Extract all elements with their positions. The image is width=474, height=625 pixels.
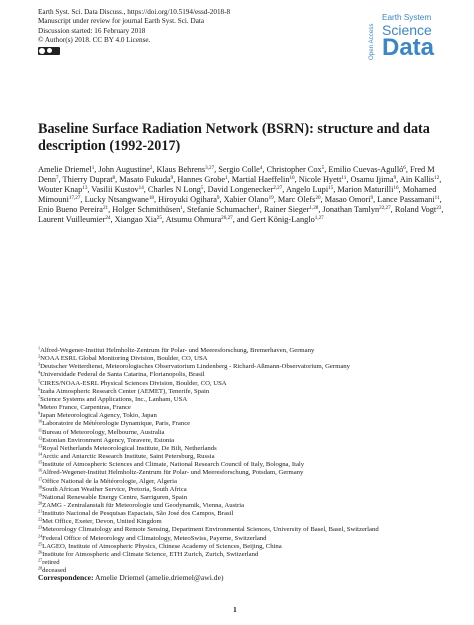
author-affiliation-ref: 2,27: [273, 185, 283, 192]
affiliation-text: CIRES/NOAA-ESRL Physical Sciences Division, Boulder, CO, USA: [40, 379, 227, 387]
affiliation-text: Royal Netherlands Meteorological Institute, De Bilt, Netherlands: [42, 444, 217, 452]
affiliation-text: Arctic and Antarctic Research Institute, Saint Petersburg, Russia: [42, 453, 215, 461]
affiliation-number: 15: [38, 459, 43, 465]
author-affiliation-ref: 1: [91, 165, 95, 172]
author-name: Vasilii Kustov: [91, 185, 139, 195]
author-separator: ,: [173, 175, 178, 185]
author-name: Stefanie Schumacher: [186, 205, 258, 215]
affiliation-number: 2: [38, 353, 41, 359]
correspondence-label: Correspondence:: [38, 573, 94, 582]
affiliation-number: 12: [38, 435, 43, 441]
author-affiliation-ref: 4: [259, 165, 263, 172]
author-separator: ,: [203, 185, 208, 195]
author-name: Martial Haeffelin: [231, 175, 290, 185]
header-doi-line: Earth Syst. Sci. Data Discuss., https://doi.org/10.5194/essd-2018-8: [38, 8, 231, 16]
affiliation-text: South African Weather Service, Pretoria, South Africa: [42, 485, 187, 493]
author-separator: ,: [58, 175, 63, 185]
author-separator: ,: [294, 175, 299, 185]
affiliation-number: 17: [38, 476, 43, 482]
journal-logo-line3: Data: [382, 34, 435, 61]
affiliation-number: 8: [38, 402, 41, 408]
affiliation-text: Meteo France, Carpentras, France: [40, 404, 131, 412]
affiliation-item: [38, 347, 448, 355]
author-affiliation-ref: 1: [180, 205, 183, 212]
author-separator: ,: [373, 195, 378, 205]
author-separator: ,: [282, 185, 286, 195]
author-affiliation-ref: 3,27: [205, 165, 215, 172]
cc-by-license-icon: [38, 47, 60, 55]
author-name: Thierry Duprat: [62, 175, 113, 185]
author-separator: ,: [80, 195, 85, 205]
author-separator: ,: [219, 195, 224, 205]
author-affiliation-ref: 9: [216, 195, 220, 202]
affiliation-text: National Renewable Energy Centre, Sarriguren, Spain: [42, 493, 188, 501]
author-separator: ,: [396, 175, 400, 185]
author-affiliation-ref: 10: [289, 175, 295, 182]
author-affiliation-ref: 1,27: [314, 215, 324, 222]
author-name: Mohamed Mimouni: [38, 185, 437, 205]
author-separator: , and: [232, 215, 251, 225]
affiliation-number: 25: [38, 541, 43, 547]
affiliation-number: 3: [38, 362, 41, 368]
author-name: Nicole Hyett: [298, 175, 342, 185]
affiliation-text: Universidade Federal de Santa Catarina, Florianopolis, Brasil: [40, 371, 205, 379]
affiliation-list: [38, 347, 448, 575]
author-name: Charles N Long: [147, 185, 201, 195]
affiliation-number: 14: [38, 451, 43, 457]
affiliation-text: Science Systems and Applications, Inc., Lanham, USA: [40, 395, 188, 403]
author-separator: ,: [318, 205, 323, 215]
affiliation-item: [38, 429, 448, 437]
affiliation-item: [38, 494, 448, 502]
author-affiliation-ref: 24: [105, 215, 111, 222]
author-name: Roland Vogt: [394, 205, 437, 215]
affiliation-number: 24: [38, 533, 43, 539]
author-affiliation-ref: 9: [370, 195, 374, 202]
affiliation-item: [38, 388, 448, 396]
author-separator: ,: [390, 205, 395, 215]
author-separator: ,: [398, 185, 403, 195]
author-affiliation-ref: 9: [393, 175, 397, 182]
author-name: David Longenecker: [207, 185, 274, 195]
affiliation-number: 6: [38, 386, 41, 392]
affiliation-item: [38, 445, 448, 453]
author-name: Osamu Ijima: [350, 175, 394, 185]
author-separator: ,: [214, 165, 219, 174]
affiliation-number: 19: [38, 492, 43, 498]
affiliation-number: 11: [38, 427, 42, 433]
author-separator: ,: [152, 165, 157, 174]
author-affiliation-ref: 1,28: [309, 205, 319, 212]
affiliation-text: LAGEO, Institute of Atmospheric Physics, Chinese Academy of Sciences, Beijing, China: [42, 542, 282, 550]
author-affiliation-ref: 14: [138, 185, 144, 192]
author-separator: ,: [273, 195, 278, 205]
author-name: Wouter Knap: [38, 185, 83, 195]
author-name: Hiroyuki Ogihara: [158, 195, 217, 205]
author-affiliation-ref: 11: [434, 195, 440, 202]
author-separator: ,: [182, 205, 187, 215]
affiliation-text: Laboratoire de Météorologie Dynamique, Paris, France: [42, 420, 191, 428]
affiliation-number: 10: [38, 419, 43, 425]
author-name: Gert König-Langlo: [250, 215, 315, 225]
header-license-line: © Author(s) 2018. CC BY 4.0 License.: [38, 36, 151, 45]
author-affiliation-ref: 5: [200, 185, 204, 192]
affiliation-number: 21: [38, 508, 43, 514]
affiliation-number: 27: [38, 557, 43, 563]
author-name: John Augustine: [98, 165, 150, 174]
author-name: Ain Kallis: [399, 175, 435, 185]
affiliation-text: Alfred-Wegener-Institut Helmholtz-Zentrum für Polar- und Meeresforschung, Potsdam, Germany: [42, 469, 304, 477]
author-affiliation-ref: 15: [328, 185, 334, 192]
correspondence: [38, 573, 448, 582]
author-name: Marc Olefs: [277, 195, 316, 205]
author-name: Fred M Denn: [38, 165, 435, 185]
affiliation-item: [38, 380, 448, 388]
paper-title: Baseline Surface Radiation Network (BSRN): structure and data description (1992-2017): [38, 121, 430, 154]
author-name: Enio Bueno Pereira: [38, 205, 103, 215]
author-name: Lucky Ntsangwane: [84, 195, 149, 205]
affiliation-text: NOAA ESRL Global Monitoring Division, Boulder, CO, USA: [40, 355, 208, 363]
journal-header: [38, 8, 338, 58]
author-affiliation-ref: 1: [257, 205, 260, 212]
affiliation-text: Meteorology Climatology and Remote Sensing, Department Environmental Sciences, University of Basel, Basel, Switzerland: [42, 526, 379, 534]
affiliation-number: 28: [38, 565, 43, 571]
author-name: Sergio Colle: [218, 165, 260, 174]
affiliation-text: Met Office, Exeter, Devon, United Kingdom: [42, 518, 162, 526]
open-access-label: Open Access: [368, 23, 375, 61]
author-separator: ,: [324, 165, 329, 174]
author-affiliation-ref: 19: [268, 195, 274, 202]
author-name: Christopher Cox: [266, 165, 322, 174]
author-separator: ,: [115, 175, 120, 185]
author-affiliation-ref: 12: [434, 175, 440, 182]
affiliation-text: Estonian Environment Agency, Toravere, Estonia: [42, 436, 175, 444]
affiliation-number: 1: [38, 345, 41, 351]
affiliation-number: 26: [38, 549, 43, 555]
author-separator: ,: [227, 175, 232, 185]
author-affiliation-ref: 13: [82, 185, 88, 192]
author-name: Holger Schmithüsen: [112, 205, 181, 215]
author-separator: ,: [439, 195, 442, 205]
affiliation-number: 5: [38, 378, 41, 384]
affiliation-number: 9: [38, 410, 41, 416]
author-separator: ,: [320, 195, 325, 205]
affiliation-item: [38, 420, 448, 428]
affiliation-text: Deutscher Wetterdienst, Meteorologisches Observatorium Lindenberg - Richard-Aßmann-Observatorium, Germany: [40, 363, 350, 371]
author-name: Laurent Vuilleumier: [38, 215, 106, 225]
correspondence-text: Amelie Driemel (amelie.driemel@awi.de): [95, 573, 224, 582]
author-affiliation-ref: 22,27: [379, 205, 391, 212]
author-affiliation-ref: 16: [393, 185, 399, 192]
affiliation-item: [38, 559, 448, 567]
author-affiliation-ref: 23: [436, 205, 442, 212]
page-number: 1: [233, 605, 237, 614]
affiliation-item: [38, 396, 448, 404]
affiliation-item: [38, 371, 448, 379]
author-affiliation-ref: 5: [321, 165, 325, 172]
author-name: Emilio Cuevas-Agulló: [328, 165, 404, 174]
author-affiliation-ref: 26,27: [221, 215, 233, 222]
author-name: Angelo Lupi: [285, 185, 329, 195]
affiliation-text: retired: [42, 559, 60, 567]
author-name: Klaus Behrens: [156, 165, 206, 174]
author-separator: ,: [110, 215, 115, 225]
affiliation-text: Alfred-Wegener-Institut Helmholtz-Zentrum für Polar- und Meeresforschung, Bremerhaven, Germany: [40, 347, 315, 354]
affiliation-item: [38, 453, 448, 461]
affiliation-item: [38, 526, 448, 534]
author-list: [38, 165, 448, 226]
journal-logo-line1: Earth System: [382, 13, 432, 22]
author-separator: ,: [405, 165, 410, 174]
affiliation-text: ZAMG - Zentralanstalt für Meteorologie und Geodynamik, Vienna, Austria: [42, 501, 245, 509]
author-affiliation-ref: 20: [315, 195, 321, 202]
affiliation-number: 22: [38, 517, 43, 522]
author-name: Rainer Sieger: [263, 205, 310, 215]
affiliation-number: 4: [38, 370, 41, 376]
affiliation-number: 23: [38, 525, 43, 531]
author-name: Xiangao Xia: [114, 215, 157, 225]
author-affiliation-ref: 6: [403, 165, 406, 172]
affiliation-item: [38, 437, 448, 445]
journal-logo-line2: Science: [382, 22, 432, 38]
affiliation-text: Institute of Atmospheric Sciences and Climate, National Research Council of Italy, Bologna, Italy: [42, 461, 305, 469]
author-name: Marion Maturilli: [337, 185, 394, 195]
author-separator: ,: [346, 175, 351, 185]
affiliation-item: [38, 502, 448, 510]
affiliation-number: 16: [38, 468, 43, 474]
author-separator: ,: [262, 165, 267, 174]
author-name: Amelie Driemel: [38, 165, 92, 174]
author-affiliation-ref: 18: [148, 195, 154, 202]
author-separator: ,: [333, 185, 338, 195]
author-affiliation-ref: 7: [55, 175, 59, 182]
author-name: Masato Fukuda: [119, 175, 171, 185]
header-discussion-line: Discussion started: 16 February 2018: [38, 26, 146, 35]
author-name: Lance Passamani: [377, 195, 435, 205]
author-affiliation-ref: 11: [341, 175, 347, 182]
affiliation-item: [38, 535, 448, 543]
author-separator: ,: [441, 205, 444, 215]
author-name: Hannes Grobe: [177, 175, 226, 185]
affiliation-item: [38, 469, 448, 477]
author-separator: ,: [439, 175, 442, 185]
affiliation-text: deceased: [42, 567, 67, 575]
author-name: Masao Omori: [324, 195, 371, 205]
affiliation-item: [38, 551, 448, 559]
affiliation-number: 20: [38, 500, 43, 506]
author-name: Jonathan Tamlyn: [322, 205, 380, 215]
affiliation-text: Institute for Atmospheric and Climate Science, ETH Zurich, Zurich, Switzerland: [42, 550, 259, 558]
author-separator: ,: [161, 215, 166, 225]
author-affiliation-ref: 17,27: [68, 195, 81, 202]
header-review-line: Manuscript under review for journal Earth Syst. Sci. Data: [38, 17, 205, 26]
author-affiliation-ref: 25: [156, 215, 162, 222]
author-affiliation-ref: 21: [102, 205, 109, 212]
author-name: Atsumu Ohmura: [165, 215, 222, 225]
affiliation-text: Office National de la Météorologie, Alger, Algeria: [42, 477, 177, 485]
author-affiliation-ref: 1: [225, 175, 228, 182]
affiliation-item: [38, 486, 448, 494]
author-separator: ,: [153, 195, 159, 205]
author-separator: ,: [143, 185, 148, 195]
author-affiliation-ref: 2: [149, 165, 153, 172]
author-separator: ,: [87, 185, 92, 195]
affiliation-item: [38, 478, 448, 486]
author-separator: ,: [108, 205, 113, 215]
author-name: Xabier Olano: [223, 195, 269, 205]
author-separator: ,: [94, 165, 99, 174]
affiliation-text: Izaña Atmospheric Research Center (AEMET), Tenerife, Spain: [40, 387, 210, 395]
affiliation-text: Japan Meteorological Agency, Tokio, Japan: [40, 412, 157, 420]
affiliation-text: Bureau of Meteorology, Melbourne, Australia: [42, 428, 165, 436]
author-separator: ,: [259, 205, 264, 215]
affiliation-number: 18: [38, 484, 43, 490]
affiliation-text: Instituto Nacional de Pesquisas Espaciais, São José dos Campos, Brasil: [42, 510, 234, 518]
author-affiliation-ref: 8: [112, 175, 116, 182]
author-affiliation-ref: 9: [170, 175, 174, 182]
affiliation-item: [38, 543, 448, 551]
affiliation-number: 13: [38, 443, 43, 449]
affiliation-text: Federal Office of Meteorology and Climatology, MeteoSwiss, Payerne, Switzerland: [42, 534, 267, 542]
affiliation-number: 7: [38, 394, 41, 400]
